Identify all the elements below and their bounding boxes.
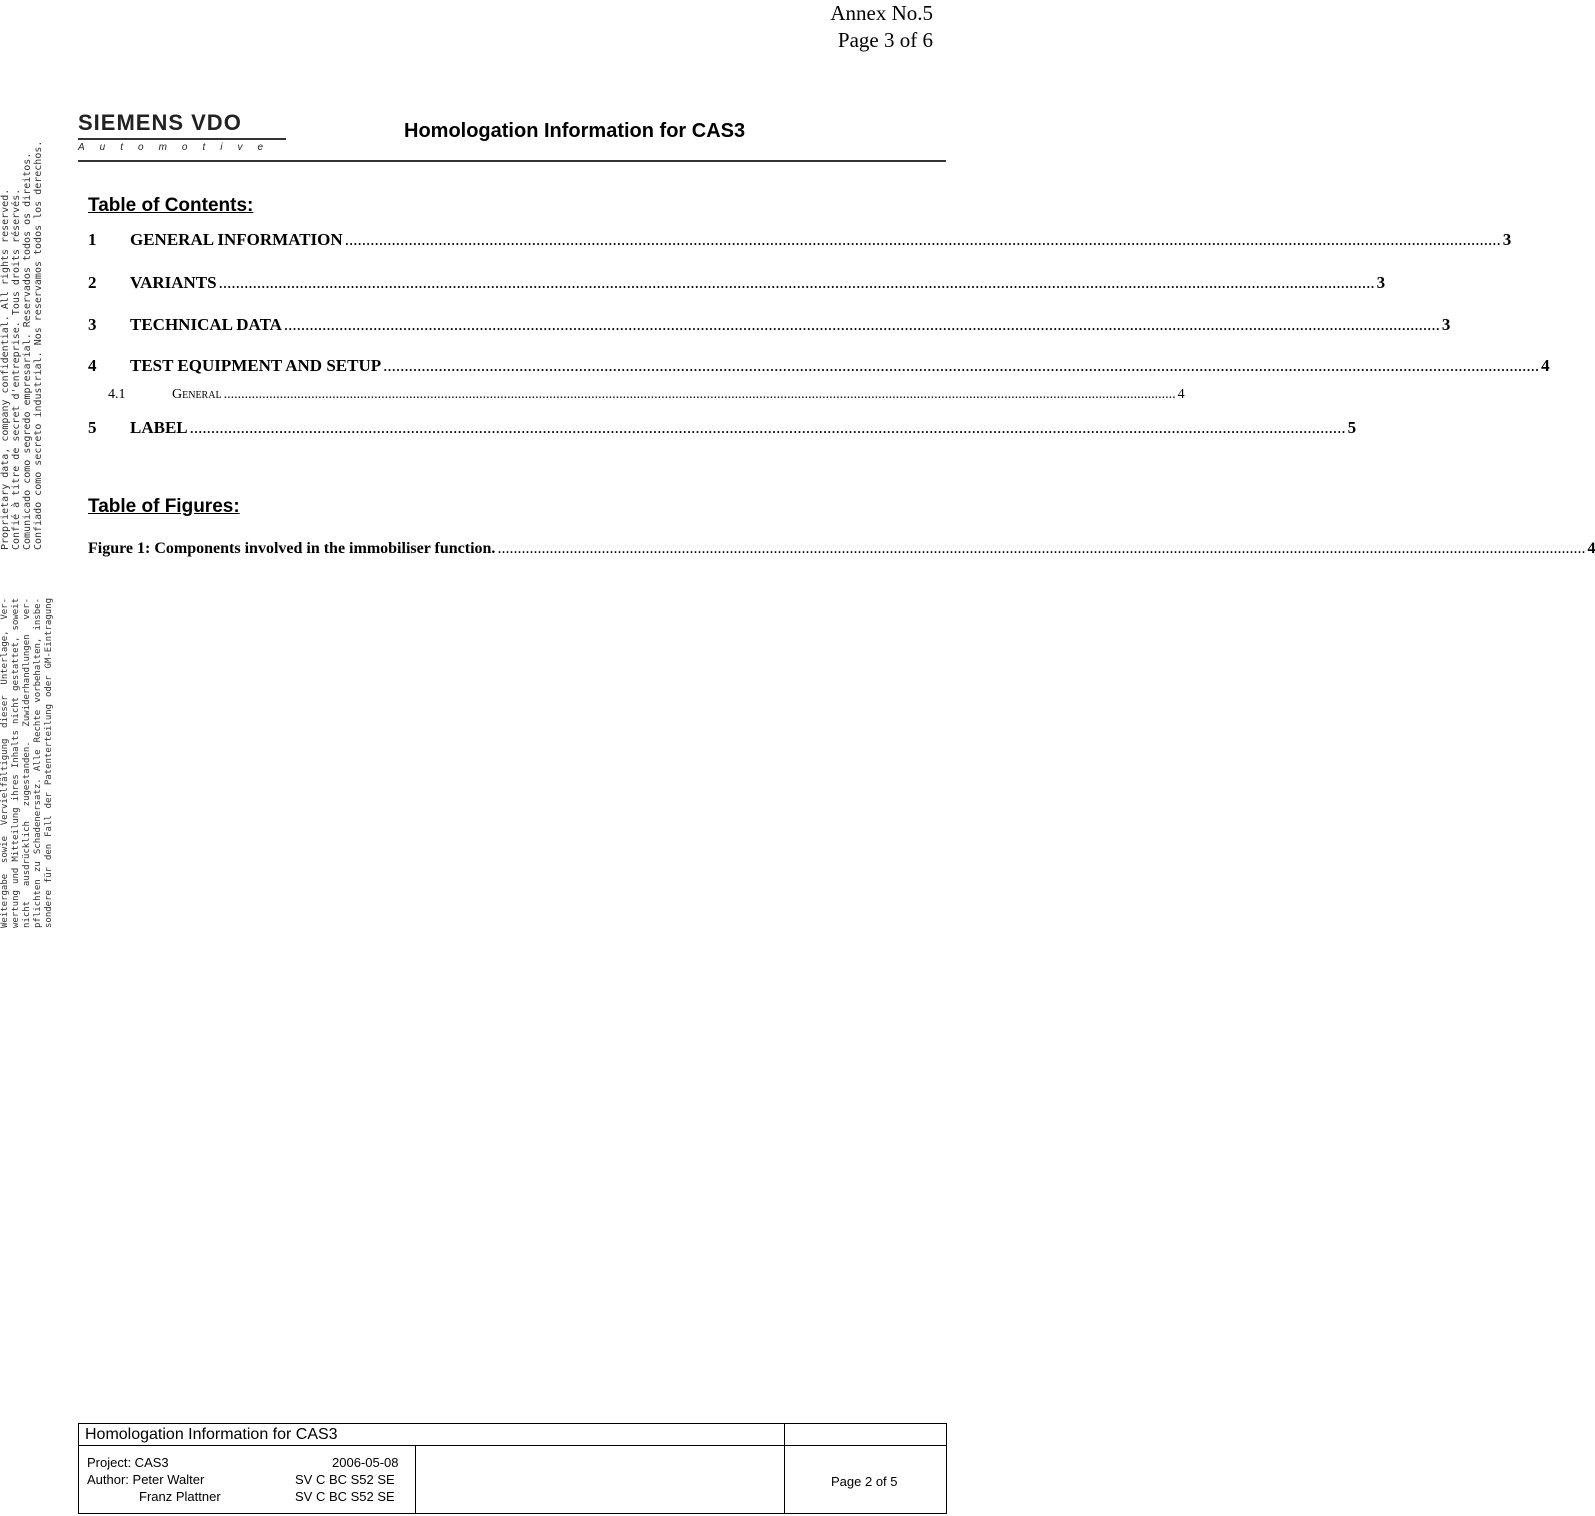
tof-heading: Table of Figures: (88, 496, 240, 517)
toc-entry-number: 3 (88, 315, 97, 334)
annex-header (830, 0, 933, 54)
toc-heading: Table of Contents: (88, 195, 254, 216)
figure-entry-label: Figure 1: Components involved in the immobiliser function. (88, 540, 496, 557)
toc-leader-dots (224, 387, 1176, 403)
toc-entry-page: 4 (1541, 356, 1550, 375)
toc-entry-number: 5 (88, 418, 97, 437)
confidentiality-notice-text (0, 140, 44, 550)
siemens-vdo-logo (78, 110, 288, 153)
footer-coauthor-dept: SV C BC S52 SE (295, 1489, 395, 1504)
notice-line: Comunicado como segredo empresarial. Reservados todos os direitos. (22, 152, 33, 550)
logo-sub-text: Automotive (78, 142, 279, 153)
footer-page-number: Page 2 of 5 (831, 1474, 898, 1489)
toc-entry-label: TEST EQUIPMENT AND SETUP (130, 356, 382, 375)
logo-rule (78, 138, 286, 140)
toc-leader-dots (190, 418, 1346, 438)
footer-project: Project: CAS3 (87, 1455, 169, 1470)
figure-entry-page: 4 (1587, 540, 1595, 557)
notice-line: Confiado como secreto industrial. Nos reservamos todos los derechos. (33, 140, 44, 550)
toc-leader-dots (383, 356, 1539, 376)
toc-entry-label: GENERAL INFORMATION (130, 230, 343, 249)
annex-page: Page 3 of 6 (837, 28, 933, 52)
figure-entry[interactable] (88, 540, 1595, 558)
toc-entry-number: 4 (88, 356, 97, 375)
toc-entry[interactable] (88, 418, 1357, 438)
footer-author-dept: SV C BC S52 SE (295, 1472, 395, 1487)
notice-line: Proprietary data, company confidential. All rights reserved. (0, 188, 11, 550)
footer-divider (784, 1424, 785, 1513)
logo-main-text: SIEMENS VDO (78, 110, 242, 135)
notice-line: nicht ausdrücklich zugestanden. Zuwiderhandlungen ver- (22, 598, 32, 928)
footer-coauthor: Franz Plattner (139, 1489, 221, 1504)
footer-date: 2006-05-08 (332, 1455, 399, 1470)
toc-leader-dots (345, 230, 1501, 250)
notice-line: Weitergabe sowie Vervielfältigung dieser Unterlage, Ver- (0, 598, 10, 928)
header-divider (78, 160, 946, 162)
toc-entry-page: 3 (1502, 230, 1512, 249)
toc-entry-page: 4 (1177, 387, 1185, 402)
footer-title: Homologation Information for CAS3 (85, 1426, 338, 1443)
toc-entry-number: 2 (88, 273, 97, 292)
document-title: Homologation Information for CAS3 (404, 120, 746, 142)
toc-leader-dots (497, 540, 1585, 558)
toc-entry-label: General (172, 387, 222, 402)
toc-entry-label: LABEL (130, 418, 188, 437)
toc-entry[interactable] (88, 230, 1512, 250)
notice-line: wertung und Mitteilung ihres Inhalts nicht gestattet, soweit (11, 598, 21, 928)
annex-number: Annex No.5 (830, 1, 933, 25)
copyright-notice-text (0, 598, 55, 928)
toc-leader-dots (219, 273, 1375, 293)
notice-line: Confié à titre de secret d'entreprise. Tous droits réservés. (11, 188, 22, 550)
toc-subentry[interactable] (108, 387, 1185, 403)
toc-entry[interactable] (88, 356, 1550, 376)
footer-divider (415, 1445, 416, 1514)
toc-entry-page: 3 (1441, 315, 1451, 334)
notice-line: pflichten zu Schadenersatz. Alle Rechte vorbehalten, insbe- (33, 598, 43, 928)
toc-entry[interactable] (88, 315, 1451, 335)
footer-author: Author: Peter Walter (87, 1472, 205, 1487)
toc-entry-page: 5 (1347, 418, 1357, 437)
toc-leader-dots (284, 315, 1440, 335)
footer-table (78, 1423, 947, 1514)
toc-entry-number: 1 (88, 230, 97, 249)
copyright-notice-side (0, 598, 54, 928)
toc-entry-number: 4.1 (108, 387, 126, 402)
notice-line: sondere für den Fall der Patenterteilung oder GM-Eintragung (44, 598, 54, 928)
confidentiality-notice-side (0, 140, 44, 550)
toc-entry-label: TECHNICAL DATA (130, 315, 282, 334)
footer-title-row (79, 1424, 946, 1446)
toc-entry-page: 3 (1376, 273, 1386, 292)
toc-entry-label: VARIANTS (130, 273, 217, 292)
toc-entry[interactable] (88, 273, 1386, 293)
